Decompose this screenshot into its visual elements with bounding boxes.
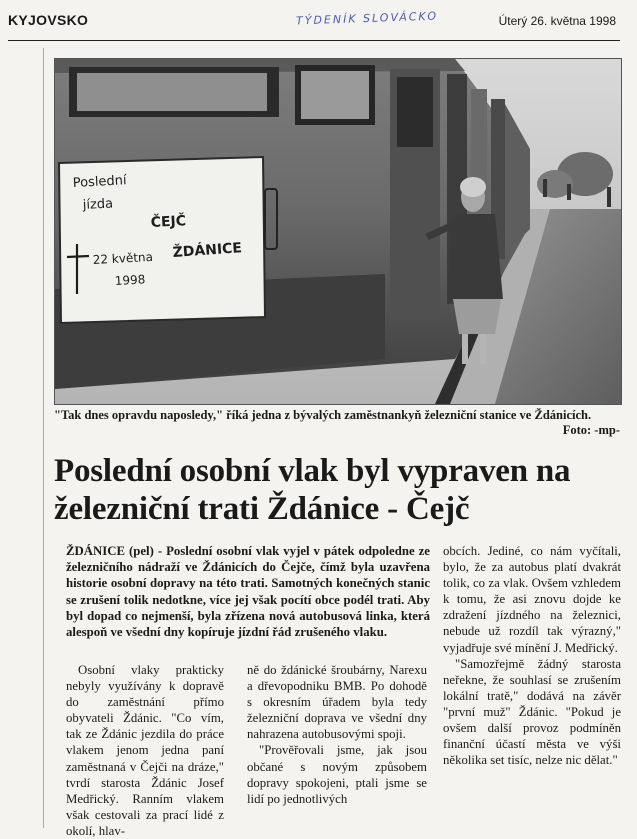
sign-line2: jízda: [82, 196, 114, 213]
photo-credit: Foto: -mp-: [562, 423, 620, 437]
page-header: [8, 9, 618, 34]
section-title: KYJOVSKO: [8, 12, 89, 28]
sign-station1: ČEJČ: [150, 213, 187, 231]
article-headline: Poslední osobní vlak byl vypraven na železniční trati Ždánice - Čejč: [54, 453, 571, 527]
paragraph: obcích. Jediné, co nám vyčítali, bylo, že za autobus platí dvakrát tolik, co za vlak. Ovšem vzhledem k tomu, že asi znovu dojde ke zdražení jízdného na železnici, nebude už rozdíl tak výrazný," vyjadřuje své mínění J. Medřický.: [443, 544, 621, 655]
photo-caption: [54, 408, 620, 437]
sign-line1: Poslední: [72, 173, 127, 191]
caption-text: "Tak dnes opravdu naposledy," říká jedna z bývalých zaměstnankyň železniční stanice ve Ždánicích.: [54, 408, 592, 422]
paragraph: "Samozřejmě žádný starosta neřekne, že souhlasí se zrušením lokální tratě," dodává na závěr "první muž" Ždánic. "Pokud je ovšem další provoz podmíněn finanční účastí města ve výši několika set tisíc, nelze nic dělat.": [443, 656, 621, 768]
last-ride-sign: [59, 157, 277, 323]
train-photo-image: [55, 59, 621, 404]
sign-date-day: 22 května: [92, 249, 154, 267]
header-rule: [8, 40, 620, 41]
train-photo: [54, 58, 622, 405]
issue-date: Úterý 26. května 1998: [498, 14, 616, 28]
margin-rule: [43, 48, 44, 828]
handwritten-note: TÝDENÍK SLOVÁCKO: [295, 9, 439, 28]
paragraph: "Prověřovali jsme, jak jsou občané s novým způsobem dopravy spokojeni, ptali jsme se lidí po jednotlivých: [247, 743, 427, 806]
sign-station2: ŽDÁNICE: [172, 240, 243, 261]
article-column-1: [66, 662, 224, 839]
article-lead: ŽDÁNICE (pel) - Poslední osobní vlak vyjel v pátek odpoledne ze železničního nádraží ve Ždánicích do Čejče, čímž byla uzavřena historie osobní dopravy na této trati. Samotných konečných stanic se zrušení tolik nedotkne, více jej však pocítí obce podél trati. Aby byl dopad co nejmenší, byla zřízena nová autobusová linka, která alespoň ve všední dny kopíruje jízdní řád zrušeného vlaku.: [66, 544, 430, 640]
sign-date-year: 1998: [114, 272, 146, 288]
article-column-3: [443, 543, 621, 768]
article-column-2: [247, 662, 427, 807]
paragraph: ně do ždánické šroubárny, Narexu a dřevopodniku BMB. Po dohodě s okresním úřadem byla tedy železniční doprava ve všední dny nahrazena autobusovými spoji.: [247, 663, 427, 742]
paragraph: Osobní vlaky prakticky nebyly využívány k dopravě do zaměstnání přímo obyvateli Ždánic. "Co vím, tak ze Ždánic jezdila do práce vlakem jenom jedna paní zaměstnaná v Čejči na dráze," tvrdí starosta Ždánic Josef Medřický. Ranním vlakem však cestovali za prací lidé z okolí, hlav-: [66, 663, 224, 838]
